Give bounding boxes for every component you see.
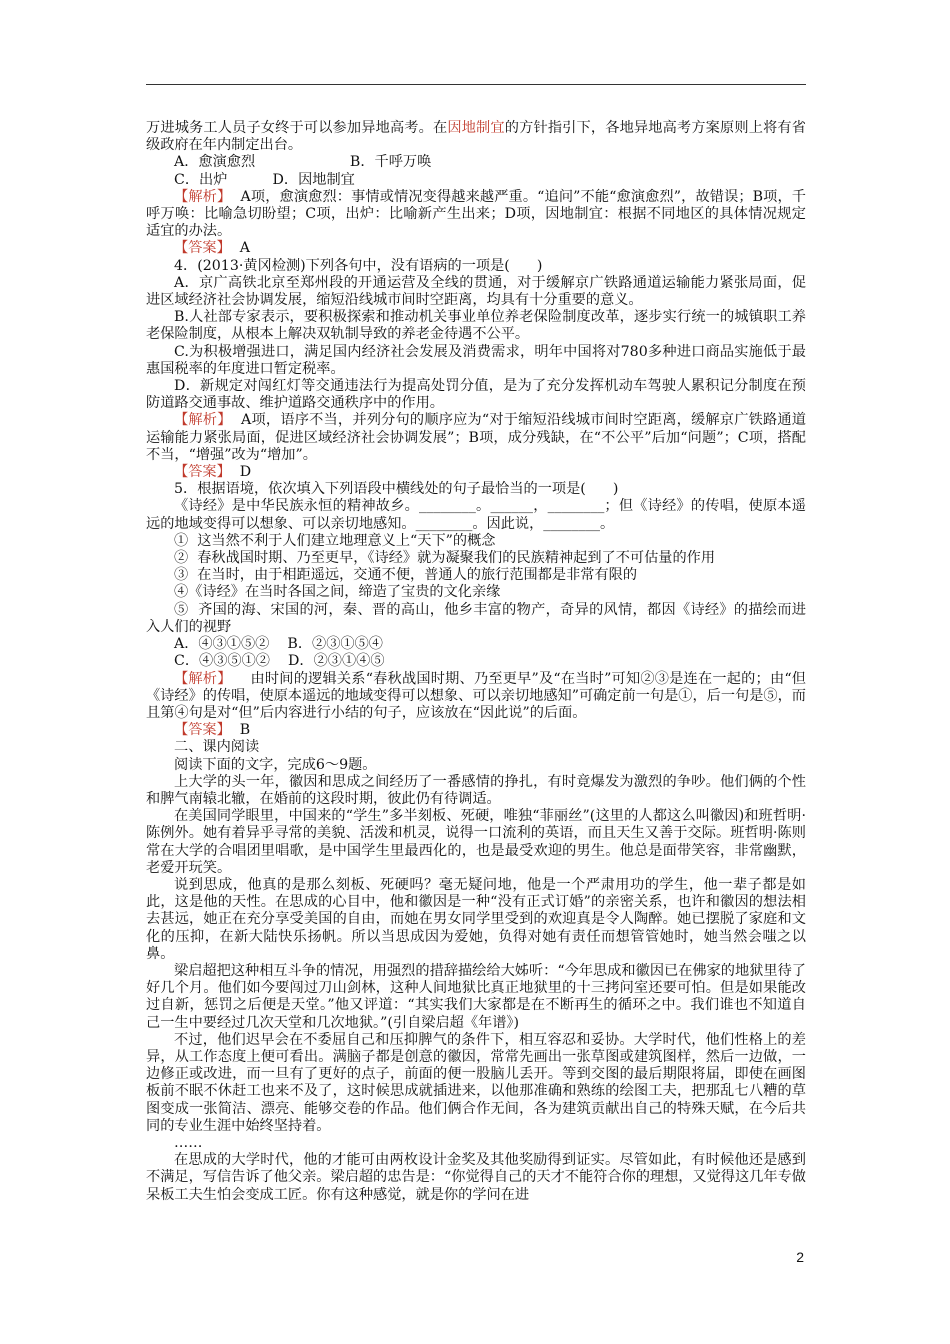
- q4-option-a: A．京广高铁北京至郑州段的开通运营及全线的贯通，对于缓解京广铁路通道运输能力紧张局面，促进区域经济社会协调发展，缩短沿线城市间时空距离，均具有十分重要的意义。: [146, 274, 806, 309]
- q3-context-highlight: 因地制宜: [447, 120, 505, 136]
- answer-text: D: [230, 464, 252, 481]
- q4-option-d: D．新规定对闯红灯等交通违法行为提高处罚分值，是为了充分发挥机动车驾驶人累积记分制度在预防道路交通事故、维护道路交通秩序中的作用。: [146, 378, 806, 412]
- reading-paragraph-4: 梁启超把这种相互斗争的情况，用强烈的措辞描绘给大姊听：“今年思成和徽因已在佛家的地狱里待了好几个月。他们如今要闯过刀山剑林，这种人间地狱比真正地狱里的十三拷问室还要可怕。但是如果能改过自新，惩罚之后便是天堂。”他又评道：“其实我们大家都是在不断再生的循环之中。我们谁也不知道自己一生中要经过几次天堂和几次地狱。”(引自梁启超《年谱》): [146, 962, 806, 1031]
- q5-sentence-4: ④《诗经》在当时各国之间，缔造了宝贵的文化亲缘: [174, 584, 501, 601]
- reading-paragraph-5: 不过，他们迟早会在不委屈自己和压抑脾气的条件下，相互容忍和妥协。大学时代，他们性格上的差异，从工作态度上便可看出。满脑子都是创意的徽因，常常先画出一张草图或建筑图样，然后一边做，一边修正或改进，而一旦有了更好的点子，前面的便一股脑儿丢开。等到交图的最后期限将届，即使在画图板前不眠不休赶工也来不及了，这时候思成就插进来，以他那准确和熟练的绘图工夫，把那乱七八糟的草图变成一张简洁、漂亮、能够交卷的作品。他们俩合作无间，各为建筑贡献出自己的特殊天赋，在今后共同的专业生涯中始终坚持着。: [146, 1031, 806, 1134]
- q5-options-cd: C．④③⑤①② D．②③①④⑤: [174, 653, 385, 670]
- q4-option-b: B.人社部专家表示，要积极探索和推动机关事业单位养老保险制度改革，逐步实行统一的城镇职工养老保险制度，从根本上解决双轨制导致的养老金待遇不公平。: [146, 309, 806, 343]
- q4-option-c: C.为积极增强进口，满足国内经济社会发展及消费需求，明年中国将对780多种进口商品实施低于最惠国税率的年度进口暂定税率。: [146, 343, 806, 377]
- q5-analysis: [146, 671, 806, 723]
- reading-paragraph-3: 说到思成，他真的是那么刻板、死硬吗？毫无疑问地，他是一个严肃用功的学生，他一辈子都是如此，这是他的天性。在思成的心目中，他和徽因是一种“没有正式订婚”的亲密关系，也许和徽因的想法相去甚远，她正在充分享受美国的自由，而她在男女同学里受到的欢迎真是令人陶醉。她已摆脱了家庭和文化的压抑，在新大陆快乐扬帆。所以当思成因为爱她，负得对她有责任而想管管她时，她当然会嗤之以鼻。: [146, 876, 806, 962]
- analysis-text: A项，愈演愈烈：事情或情况变得越来越严重。“追问”不能“愈演愈烈”，故错误；B项，千呼万唤：比喻急切盼望；C项，出炉：比喻新产生出来；D项，因地制宜：根据不同地区的具体情况规定适宜的办法。: [146, 188, 806, 240]
- header-rule: [146, 84, 806, 85]
- page-number: 2: [796, 1249, 804, 1265]
- q4-answer: [146, 464, 806, 481]
- q5-sentence-3: ③ 在当时，由于相距遥远，交通不便，普通人的旅行范围都是非常有限的: [174, 567, 638, 584]
- q5-sentence-2: ② 春秋战国时期、乃至更早，《诗经》就为凝聚我们的民族精神起到了不可估量的作用: [174, 550, 716, 567]
- q3-answer: [146, 240, 806, 257]
- answer-label: 【答案】: [174, 722, 231, 739]
- reading-paragraph-6: 在思成的大学时代，他的才能可由两枚设计金奖及其他奖励得到证实。尽管如此，有时候他还是感到不满足，写信告诉了他父亲。梁启超的忠告是：“你觉得自己的天才不能符合你的理想，又觉得这几年专做呆板工夫生怕会变成工匠。你有这种感觉，就是你的学问在进: [146, 1152, 806, 1203]
- q5-sentence-1: ① 这当然不利于人们建立地理意义上“天下”的概念: [174, 532, 496, 549]
- answer-label: 【答案】: [174, 240, 231, 257]
- q4-analysis: [146, 412, 806, 464]
- q5-answer: [146, 722, 806, 739]
- answer-text: A: [230, 240, 251, 257]
- q3-analysis: [146, 189, 806, 241]
- section-2-title: 二、课内阅读: [174, 739, 260, 756]
- q5-options-ab: A．④③①⑤② B．②③①⑤④: [174, 636, 383, 653]
- q3-context-part2: 的方针指引下，各地异地高考方案原则上将有省级政府在年内制定出台。: [146, 120, 806, 154]
- analysis-label: 【解析】: [174, 670, 232, 687]
- q3-context: [146, 120, 806, 154]
- q3-context-part1: 万进城务工人员子女终于可以参加异地高考。在: [146, 120, 448, 136]
- analysis-text: 由时间的逻辑关系“春秋战国时期、乃至更早”及“在当时”可知②③是连在一起的；由“但《诗经》的传唱，使原本遥远的地域变得可以想象、可以亲切地感知”可确定前一句是①，后一句是⑤，而且第④句是对“但”后内容进行小结的句子，应该放在“因此说”的后面。: [146, 670, 806, 721]
- analysis-label: 【解析】: [174, 188, 232, 205]
- q4-stem: 4．(2013·黄冈检测)下列各句中，没有语病的一项是( ): [174, 257, 543, 274]
- q3-options-cd: C．出炉 D．因地制宜: [174, 171, 355, 188]
- q5-stem: 5．根据语境，依次填入下列语段中横线处的句子最恰当的一项是( ): [174, 481, 619, 498]
- q5-passage: 《诗经》是中华民族永恒的精神故乡。________。______，________；但《诗经》的传唱，使原本遥远的地域变得可以想象、可以亲切地感知。________。因此说，________。: [146, 498, 806, 532]
- analysis-label: 【解析】: [174, 412, 232, 429]
- q5-sentence-5: ⑤ 齐国的海、宋国的河，秦、晋的高山，他乡丰富的物产，奇异的风情，都因《诗经》的描绘而进入人们的视野: [146, 601, 806, 635]
- ellipsis: ……: [174, 1134, 203, 1151]
- analysis-text: A项，语序不当，并列分句的顺序应为“对于缩短沿线城市间时空距离，缓解京广铁路通道运输能力紧张局面，促进区域经济社会协调发展”；B项，成分残缺，在“不公平”后加“问题”；C项，搭配不当，“增强”改为“增加”。: [146, 412, 806, 463]
- page-content: [146, 120, 806, 1204]
- answer-label: 【答案】: [174, 464, 231, 481]
- reading-paragraph-1: 上大学的头一年，徽因和思成之间经历了一番感情的挣扎，有时竟爆发为激烈的争吵。他们俩的个性和脾气南辕北辙，在婚前的这段时期，彼此仍有待调适。: [146, 773, 806, 807]
- q3-options-ab: A．愈演愈烈 B．千呼万唤: [174, 154, 432, 171]
- section-2-intro: 阅读下面的文字，完成6～9题。: [174, 756, 377, 773]
- answer-text: B: [230, 722, 251, 739]
- reading-paragraph-2: 在美国同学眼里，中国来的“学生”多半刻板、死硬，唯独“菲丽丝”(这里的人都这么叫徽因)和班哲明·陈例外。她有着异乎寻常的美貌、活泼和机灵，说得一口流利的英语，而且天生又善于交际。班哲明·陈则常在大学的合唱团里唱歌，是中国学生里最西化的，也是最受欢迎的男生。他总是面带笑容，非常幽默，老爱开玩笑。: [146, 808, 806, 876]
